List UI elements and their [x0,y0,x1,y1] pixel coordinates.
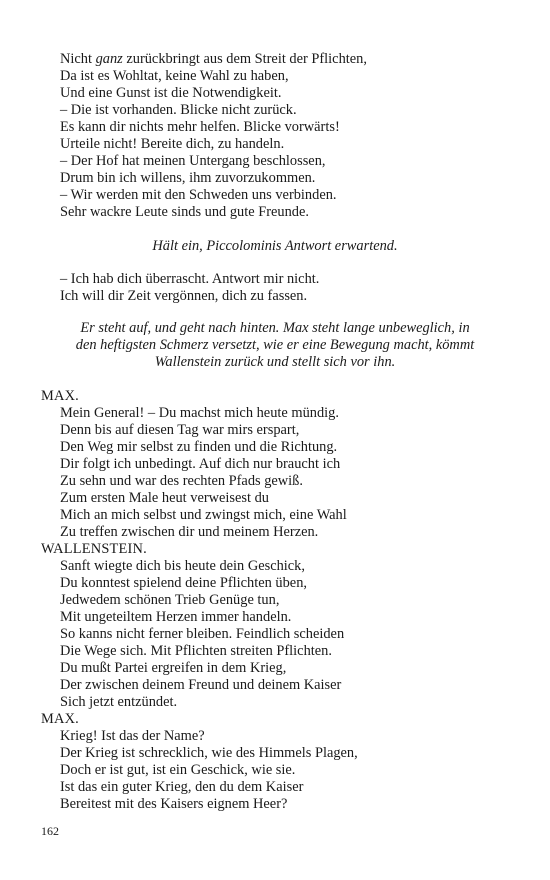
verse-line: Ist das ein guter Krieg, den du dem Kaiser [60,779,304,795]
verse-line: Der zwischen deinem Freund und deinem Kaiser [60,677,342,693]
verse-line: Und eine Gunst ist die Notwendigkeit. [60,85,282,101]
verse-line: Sehr wackre Leute sinds und gute Freunde. [60,204,309,220]
verse-line: Denn bis auf diesen Tag war mirs erspart, [60,422,300,438]
verse-line: Da ist es Wohltat, keine Wahl zu haben, [60,68,289,84]
speaker-name: WALLENSTEIN. [41,541,147,557]
verse-line: Sanft wiegte dich bis heute dein Geschick, [60,558,305,574]
verse-line: Der Krieg ist schrecklich, wie des Himmels Plagen, [60,745,358,761]
verse-line: – Der Hof hat meinen Untergang beschlossen, [60,153,326,169]
verse-line: Ich will dir Zeit vergönnen, dich zu fassen. [60,288,308,304]
verse-line: – Wir werden mit den Schweden uns verbinden. [60,187,337,203]
verse-line: – Ich hab dich überrascht. Antwort mir nicht. [60,271,320,287]
verse-line: Du mußt Partei ergreifen in dem Krieg, [60,660,287,676]
stage-direction: Wallenstein zurück und stellt sich vor ihn. [154,354,396,370]
verse-line: Urteile nicht! Bereite dich, zu handeln. [60,136,285,152]
verse-line: Drum bin ich willens, ihm zuvorzukommen. [60,170,316,186]
page-number: 162 [41,824,59,838]
verse-line: Bereitest mit des Kaisers eignem Heer? [60,796,288,812]
verse-line: Nicht ganz zurückbringt aus dem Streit der Pflichten, [60,51,367,67]
verse-line: Zu sehn und war des rechten Pfads gewiß. [60,473,303,489]
verse-line: Jedwedem schönen Trieb Genüge tun, [60,592,280,608]
verse-line: Doch er ist gut, ist ein Geschick, wie sie. [60,762,296,778]
verse-line: Zum ersten Male heut verweisest du [60,490,270,506]
verse-line: So kanns nicht ferner bleiben. Feindlich scheiden [60,626,345,642]
verse-line: Die Wege sich. Mit Pflichten streiten Pflichten. [60,643,332,659]
speaker-name: MAX. [41,388,79,404]
verse-line: Mit ungeteiltem Herzen immer handeln. [60,609,292,625]
verse-line: Zu treffen zwischen dir und meinem Herzen. [60,524,319,540]
stage-direction: Er steht auf, und geht nach hinten. Max steht lange unbeweglich, in [80,320,470,336]
verse-line: Krieg! Ist das der Name? [60,728,205,744]
verse-line: Du konntest spielend deine Pflichten üben, [60,575,307,591]
stage-direction: den heftigsten Schmerz versetzt, wie er eine Bewegung macht, kömmt [75,337,475,353]
verse-line: Es kann dir nichts mehr helfen. Blicke vorwärts! [60,119,340,135]
verse-line: Den Weg mir selbst zu finden und die Richtung. [60,439,338,455]
verse-line: Sich jetzt entzündet. [60,694,178,710]
verse-line: Mich an mich selbst und zwingst mich, eine Wahl [60,507,347,523]
verse-line: Dir folgt ich unbedingt. Auf dich nur braucht ich [60,456,341,472]
verse-line: – Die ist vorhanden. Blicke nicht zurück. [60,102,297,118]
stage-direction: Hält ein, Piccolominis Antwort erwartend. [152,238,398,254]
speaker-name: MAX. [41,711,79,727]
verse-line: Mein General! – Du machst mich heute mündig. [60,405,339,421]
